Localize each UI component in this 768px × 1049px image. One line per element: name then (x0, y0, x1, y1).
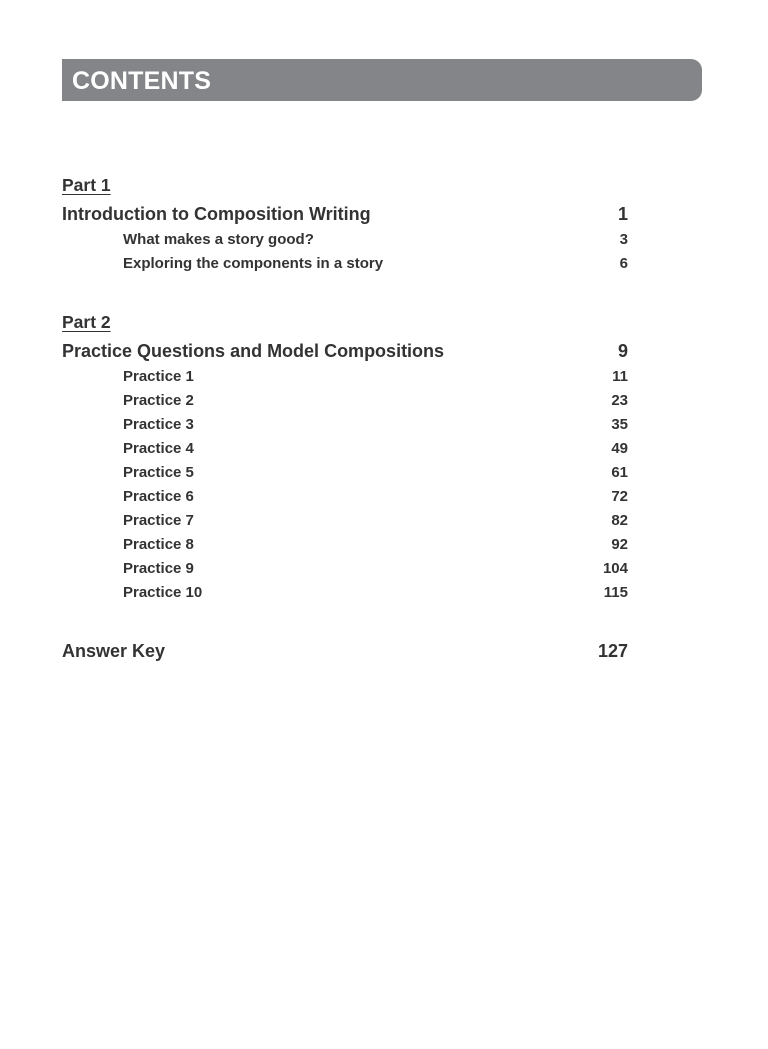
toc-entry-exploring-components[interactable] (62, 255, 628, 279)
toc-entry-title: Answer Key (62, 641, 166, 661)
toc-entry-title: Practice 4 (123, 440, 194, 457)
toc-entry-page: 115 (603, 584, 628, 601)
toc-entry-title: Practice 10 (123, 584, 203, 601)
toc-entry-page: 72 (611, 488, 628, 505)
toc-entry-practice-2[interactable] (62, 392, 628, 416)
toc-entry-practice-5[interactable] (62, 464, 628, 488)
toc-entry-practice-6[interactable] (62, 488, 628, 512)
page-title: CONTENTS (72, 67, 212, 95)
toc-entry-title: What makes a story good? (123, 231, 314, 248)
part-label: Part 1 (62, 175, 111, 195)
toc-entry-page: 104 (602, 560, 628, 577)
toc-entry-page: 92 (611, 536, 628, 553)
toc-entry-page: 1 (617, 204, 628, 224)
toc-entry-title: Practice 1 (123, 368, 194, 385)
toc-entry-page: 35 (611, 416, 628, 433)
toc-entry-page: 49 (611, 440, 628, 457)
toc-entry-title: Practice 5 (123, 464, 194, 481)
toc-entry-practice-3[interactable] (62, 416, 628, 440)
toc-entry-practice-7[interactable] (62, 512, 628, 536)
part-2-heading (62, 312, 628, 336)
toc-entry-answer-key[interactable] (62, 641, 628, 665)
contents-header-bar (62, 59, 702, 101)
toc-entry-practice-8[interactable] (62, 536, 628, 560)
toc-entry-page: 6 (619, 255, 628, 272)
part-1-heading (62, 175, 628, 199)
toc-entry-practice-4[interactable] (62, 440, 628, 464)
toc-entry-title: Practice 7 (123, 512, 194, 529)
toc-entry-page: 9 (617, 341, 628, 361)
toc-entry-page: 61 (611, 464, 628, 481)
toc-entry-title: Introduction to Composition Writing (62, 204, 371, 224)
toc-entry-title: Practice 3 (123, 416, 194, 433)
toc-entry-page: 3 (619, 231, 628, 248)
toc-entry-title: Practice 8 (123, 536, 194, 553)
toc-entry-practice-1[interactable] (62, 368, 628, 392)
toc-entry-title: Practice 2 (123, 392, 194, 409)
toc-entry-title: Practice 6 (123, 488, 194, 505)
toc-entry-practice-10[interactable] (62, 584, 628, 608)
toc-entry-practice-questions[interactable] (62, 341, 628, 365)
toc-entry-title: Practice 9 (123, 560, 194, 577)
toc-entry-what-makes-a-story-good[interactable] (62, 231, 628, 255)
toc-entry-page: 82 (611, 512, 628, 529)
toc-entry-title: Practice Questions and Model Compositions (62, 341, 445, 361)
part-label: Part 2 (62, 312, 111, 332)
toc-entry-practice-9[interactable] (62, 560, 628, 584)
toc-entry-title: Exploring the components in a story (123, 255, 384, 272)
toc-entry-introduction[interactable] (62, 204, 628, 228)
toc-entry-page: 11 (612, 368, 628, 385)
toc-entry-page: 23 (611, 392, 628, 409)
toc-entry-page: 127 (597, 641, 628, 661)
